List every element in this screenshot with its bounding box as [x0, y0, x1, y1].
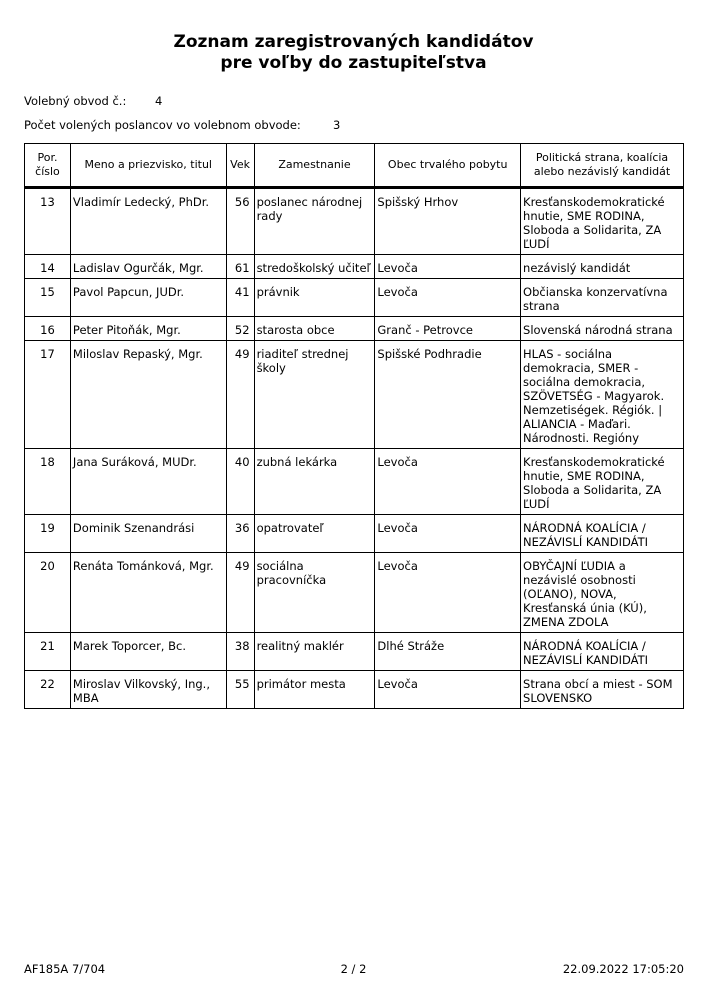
cell-job: opatrovateľ: [254, 515, 375, 553]
cell-name: Dominik Szenandrási: [70, 515, 226, 553]
cell-num: 18: [25, 449, 71, 515]
header-age: Vek: [226, 144, 254, 188]
cell-town: Dlhé Stráže: [375, 633, 521, 671]
cell-name: Marek Toporcer, Bc.: [70, 633, 226, 671]
district-row: [24, 94, 163, 108]
cell-name: Peter Pitoňák, Mgr.: [70, 317, 226, 341]
cell-num: 15: [25, 279, 71, 317]
cell-num: 13: [25, 188, 71, 255]
seats-label: Počet volených poslancov vo volebnom obvode:: [24, 118, 301, 132]
cell-party: HLAS - sociálna demokracia, SMER - sociálna demokracia, SZÖVETSÉG - Magyarok. Nemzetiségek. Régiók. | ALIANCIA - Maďari. Národnosti. Regióny: [521, 341, 684, 449]
title-line-2: pre voľby do zastupiteľstva: [220, 53, 487, 73]
cell-party: Občianska konzervatívna strana: [521, 279, 684, 317]
table-row: [25, 255, 684, 279]
cell-num: 21: [25, 633, 71, 671]
cell-name: Pavol Papcun, JUDr.: [70, 279, 226, 317]
cell-age: 49: [226, 553, 254, 633]
cell-name: Miloslav Repaský, Mgr.: [70, 341, 226, 449]
cell-job: starosta obce: [254, 317, 375, 341]
cell-age: 40: [226, 449, 254, 515]
cell-party: NÁRODNÁ KOALÍCIA / NEZÁVISLÍ KANDIDÁTI: [521, 515, 684, 553]
district-label: Volebný obvod č.:: [24, 94, 127, 108]
seats-value: 3: [333, 118, 341, 132]
cell-num: 19: [25, 515, 71, 553]
document-title: [0, 32, 707, 74]
cell-party: Strana obcí a miest - SOM SLOVENSKO: [521, 671, 684, 709]
footer-datetime: 22.09.2022 17:05:20: [562, 962, 684, 976]
table-row: [25, 449, 684, 515]
seats-row: [24, 118, 341, 132]
table-row: [25, 671, 684, 709]
cell-party: Kresťanskodemokratické hnutie, SME RODINA, Sloboda a Solidarita, ZA ĽUDÍ: [521, 449, 684, 515]
cell-party: NÁRODNÁ KOALÍCIA / NEZÁVISLÍ KANDIDÁTI: [521, 633, 684, 671]
cell-num: 16: [25, 317, 71, 341]
cell-job: poslanec národnej rady: [254, 188, 375, 255]
cell-town: Spišský Hrhov: [375, 188, 521, 255]
cell-name: Jana Suráková, MUDr.: [70, 449, 226, 515]
cell-town: Levoča: [375, 515, 521, 553]
table-row: [25, 279, 684, 317]
cell-party: nezávislý kandidát: [521, 255, 684, 279]
table-row: [25, 515, 684, 553]
cell-num: 14: [25, 255, 71, 279]
cell-name: Renáta Tománková, Mgr.: [70, 553, 226, 633]
candidates-table: [24, 143, 684, 709]
cell-age: 41: [226, 279, 254, 317]
header-party: Politická strana, koalícia alebo nezávislý kandidát: [521, 144, 684, 188]
cell-job: realitný maklér: [254, 633, 375, 671]
cell-job: právnik: [254, 279, 375, 317]
header-name: Meno a priezvisko, titul: [70, 144, 226, 188]
cell-party: OBYČAJNÍ ĽUDIA a nezávislé osobnosti (OĽANO), NOVA, Kresťanská únia (KÚ), ZMENA ZDOLA: [521, 553, 684, 633]
cell-town: Levoča: [375, 553, 521, 633]
cell-age: 36: [226, 515, 254, 553]
header-job: Zamestnanie: [254, 144, 375, 188]
footer-code: AF185A 7/704: [24, 962, 106, 976]
footer-page: 2 / 2: [340, 962, 367, 976]
district-value: 4: [155, 94, 163, 108]
cell-town: Levoča: [375, 671, 521, 709]
title-line-1: Zoznam zaregistrovaných kandidátov: [173, 32, 534, 52]
cell-job: riaditeľ strednej školy: [254, 341, 375, 449]
table-row: [25, 341, 684, 449]
cell-num: 22: [25, 671, 71, 709]
cell-name: Ladislav Ogurčák, Mgr.: [70, 255, 226, 279]
table-row: [25, 317, 684, 341]
cell-age: 56: [226, 188, 254, 255]
cell-party: Kresťanskodemokratické hnutie, SME RODINA, Sloboda a Solidarita, ZA ĽUDÍ: [521, 188, 684, 255]
cell-town: Levoča: [375, 449, 521, 515]
cell-num: 20: [25, 553, 71, 633]
header-town: Obec trvalého pobytu: [375, 144, 521, 188]
table-row: [25, 188, 684, 255]
cell-town: Spišské Podhradie: [375, 341, 521, 449]
cell-town: Levoča: [375, 255, 521, 279]
table-row: [25, 633, 684, 671]
table-row: [25, 553, 684, 633]
cell-age: 49: [226, 341, 254, 449]
cell-age: 55: [226, 671, 254, 709]
cell-age: 38: [226, 633, 254, 671]
cell-town: Levoča: [375, 279, 521, 317]
cell-job: sociálna pracovníčka: [254, 553, 375, 633]
cell-job: stredoškolský učiteľ: [254, 255, 375, 279]
cell-name: Vladimír Ledecký, PhDr.: [70, 188, 226, 255]
cell-job: zubná lekárka: [254, 449, 375, 515]
cell-name: Miroslav Vilkovský, Ing., MBA: [70, 671, 226, 709]
cell-num: 17: [25, 341, 71, 449]
cell-party: Slovenská národná strana: [521, 317, 684, 341]
cell-job: primátor mesta: [254, 671, 375, 709]
cell-age: 61: [226, 255, 254, 279]
cell-age: 52: [226, 317, 254, 341]
header-num: Por. číslo: [25, 144, 71, 188]
table-header-row: [25, 144, 684, 188]
cell-town: Granč - Petrovce: [375, 317, 521, 341]
